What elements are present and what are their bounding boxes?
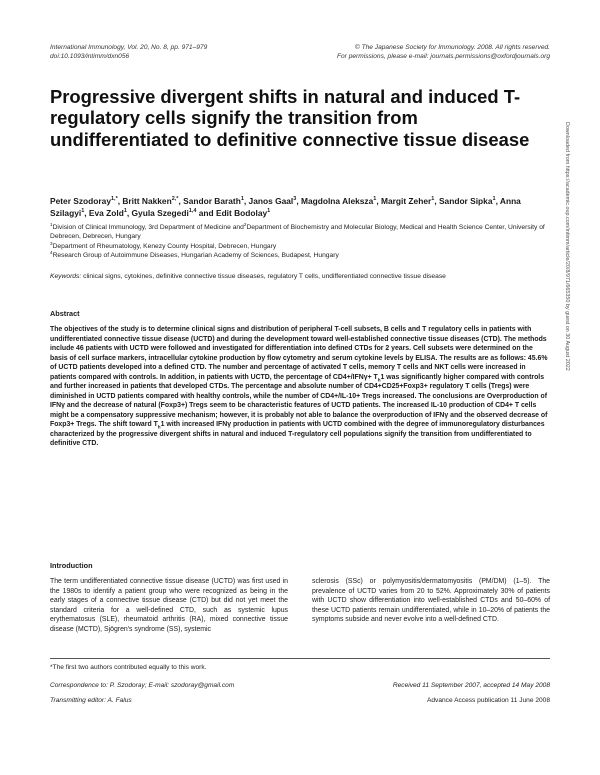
- author: Janos Gaal$^3$: [248, 196, 297, 206]
- author: Sandor Sipka$^1$: [438, 196, 496, 206]
- footnote-equal-contribution: *The first two authors contributed equally to this work.: [50, 664, 207, 671]
- transmitting-editor: Transmitting editor: A. Falus: [50, 697, 132, 704]
- permissions-note: For permissions, please e-mail: journals.permissions@oxfordjournals.org: [336, 53, 550, 61]
- running-header-left: [50, 43, 300, 61]
- keywords-label: Keywords:: [50, 273, 82, 280]
- author-list: Peter Szodoray$^{1,*}$, Britt Nakken$^{2,*}$, Sandor Barath$^1$, Janos Gaal$^3$, Magdolna Aleksza$^1$, Margit Zeher$^1$, Sandor Sipka$^1$, Anna Szilagyi$^1$, Eva Zold$^1$, Gyula Szegedi$^{1,4}$ and Edit Bodolay$^1$: [50, 196, 521, 219]
- affiliation: $^1$Division of Clinical Immunology, 3rd Department of Medicine and$^2$Department of Biochemistry and Molecular Biology, Medical and Health Science Center, University of Debrecen, Debrecen, Hungary: [50, 221, 545, 241]
- author: Eva Zold$^1$: [88, 208, 127, 219]
- introduction-right-column: sclerosis (SSc) or polymyositis/dermatomyositis (PM/DM) (1–5). The prevalence of UCTD varies from 20 to 52%. Approximately 30% of patients with UCTD show differentiation into well-established CTDs and 50–60% of these UCTD patients remain undifferentiated, while in 10–20% of patients the symptoms subside and never evolve into a well-defined CTD.: [312, 578, 550, 624]
- advance-access-date: Advance Access publication 11 June 2008: [426, 697, 550, 704]
- running-header-right: [290, 43, 550, 61]
- author: Peter Szodoray$^{1,*}$: [50, 196, 118, 206]
- author: Edit Bodolay$^1$: [215, 208, 271, 219]
- footnote-divider: [50, 658, 550, 659]
- author: Britt Nakken$^{2,*}$: [122, 196, 179, 206]
- abstract-body: The objectives of the study is to determine clinical signs and distribution of peripheral T-cell subsets, B cells and T regulatory cells in patients with undifferentiated connective tissue disease (UCTD) and during the development toward well-established connective tissue diseases (CTD). The methods include 46 patients with UCTD were followed and investigated for differentiation into defined CTDs for 2 years. Cell subsets were determined on the basis of cell surface markers, intracellular cytokine production by flow cytometry and serum cytokine levels by ELISA. The results are as follows: 45.6% of UCTD patients developed into a defined CTD. The number and percentage of activated T cells, memory T cells and NKT cells were increased in patients compared with controls. In addition, in patients with UCTD, the percentage of $CD4+/IFN\gamma+ T_h1$ was significantly higher compared with controls and further increased in patients that developed CTDs. The percentage and absolute number of CD4+CD25+Foxp3+ regulatory T cells (Tregs) were diminished in UCTD patients compared with healthy controls, while the number of CD4+/IL-10+ Tregs increased. The conclusions are Overproduction of IFNγ and the decrease of natural (Foxp3+) Tregs seem to be characteristic features of UCTD patients. The increased IL-10 production of CD4+ T cells might be a compensatory suppressive mechanism; however, it is probably not able to balance the overproduction of IFNγ and the observed decrease of Foxp3+ Tregs. The shift toward $T_h1$ with increased IFNγ production in patients with UCTD combined with the degree of immunoregulatory disturbances characterized by the progressive divergent shifts in natural and induced T-regulatory cell populations signify the transition from undifferentiated to definitive CTD.: [50, 326, 548, 447]
- authors-and: and: [198, 208, 214, 219]
- download-watermark: Downloaded from https://academic.oup.com/intimm/article/20/8/971/665350 by guest on 30 August 2022: [564, 122, 570, 371]
- author: Gyula Szegedi$^{1,4}$: [131, 208, 197, 219]
- introduction-heading: Introduction: [50, 561, 93, 570]
- keywords-text: clinical signs, cytokines, definitive connective tissue diseases, regulatory T cells, undifferentiated connective tissue disease: [83, 273, 446, 280]
- doi: doi:10.1093/intimm/dxn056: [50, 53, 130, 61]
- received-date: Received 11 September 2007, accepted 14 May 2008: [392, 682, 550, 689]
- affiliation: $^4$Research Group of Autoimmune Diseases, Hungarian Academy of Sciences, Budapest, Hungary: [50, 249, 339, 259]
- correspondence: Correspondence to: P. Szodoray; E-mail: szodoray@gmail.com: [50, 682, 235, 689]
- author: Sandor Barath$^1$: [183, 196, 244, 206]
- journal-citation: International Immunology, Vol. 20, No. 8, pp. 971–979: [50, 44, 208, 51]
- affiliations: [50, 223, 550, 260]
- affiliation: $^3$Department of Rheumatology, Kenezy County Hospital, Debrecen, Hungary: [50, 240, 277, 250]
- keywords: [50, 272, 550, 281]
- article-title: Progressive divergent shifts in natural and induced T-regulatory cells signify the transition from undifferentiated to definitive connective tissue disease: [50, 86, 530, 150]
- copyright: © The Japanese Society for Immunology. 2008. All rights reserved.: [354, 44, 550, 51]
- author: Margit Zeher$^1$: [380, 196, 435, 206]
- author: Anna Szilagyi$^1$: [50, 196, 521, 219]
- introduction-left-column: The term undifferentiated connective tissue disease (UCTD) was first used in the 1980s to identify a patient group who were recognized as being in the early stages of a connective tissue disease (CTD) but did not yet meet the standard criteria for a well-defined CTD, such as systemic lupus erythematosus (SLE), rheumatoid arthritis (RA), mixed connective tissue disease (MCTD), Sjögren's syndrome (SS), systemic: [50, 578, 288, 633]
- author: Magdolna Aleksza$^1$: [300, 196, 377, 206]
- abstract-heading: Abstract: [50, 309, 80, 318]
